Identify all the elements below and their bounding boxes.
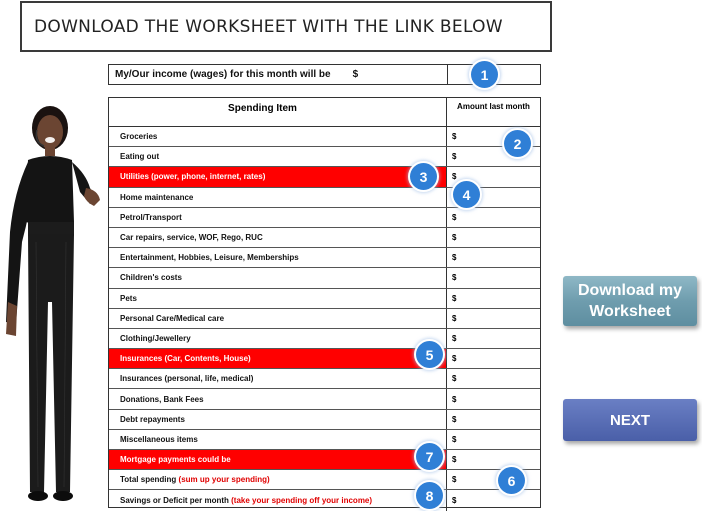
- row-label: Children's costs: [109, 268, 447, 287]
- table-row: [109, 248, 540, 268]
- page-title-banner: [20, 1, 552, 52]
- row-note: (sum up your spending): [178, 475, 270, 485]
- row-amount[interactable]: $: [452, 475, 457, 485]
- row-amount[interactable]: $: [452, 152, 457, 162]
- row-label: Debt repayments: [109, 410, 447, 429]
- hotspot-badge-7[interactable]: 7: [416, 443, 443, 470]
- presenter-figure: [0, 102, 108, 507]
- row-label: Groceries: [109, 127, 447, 146]
- row-amount[interactable]: $: [452, 495, 457, 505]
- row-amount[interactable]: $: [452, 313, 457, 323]
- row-amount[interactable]: $: [452, 374, 457, 384]
- hotspot-badge-2[interactable]: 2: [504, 130, 531, 157]
- row-amount[interactable]: $: [452, 394, 457, 404]
- table-row: [109, 289, 540, 309]
- row-label: Home maintenance: [109, 188, 447, 207]
- download-button-line2: Worksheet: [589, 303, 671, 320]
- table-row: [109, 450, 540, 470]
- row-amount[interactable]: $: [452, 172, 457, 182]
- row-label: Miscellaneous items: [109, 430, 447, 449]
- row-note: (take your spending off your income): [231, 495, 373, 505]
- row-amount[interactable]: $: [452, 273, 457, 283]
- row-label: Pets: [109, 289, 447, 308]
- row-amount[interactable]: $: [452, 455, 457, 465]
- row-label: Car repairs, service, WOF, Rego, RUC: [109, 228, 447, 247]
- col-header-item: Spending Item: [109, 98, 447, 126]
- row-label: Eating out: [109, 147, 447, 166]
- row-label: Entertainment, Hobbies, Leisure, Memberships: [109, 248, 447, 267]
- table-row: [109, 228, 540, 248]
- row-amount[interactable]: $: [452, 354, 457, 364]
- hotspot-badge-6[interactable]: 6: [498, 467, 525, 494]
- hotspot-badge-1[interactable]: 1: [471, 61, 498, 88]
- col-header-amount: Amount last month: [457, 102, 530, 111]
- table-row: [109, 430, 540, 450]
- table-row: [109, 410, 540, 430]
- download-worksheet-button[interactable]: [563, 276, 697, 326]
- hotspot-badge-8[interactable]: 8: [416, 482, 443, 509]
- row-amount[interactable]: $: [452, 132, 457, 142]
- row-amount[interactable]: $: [452, 293, 457, 303]
- row-label: Mortgage payments could be: [109, 450, 447, 469]
- row-label: Petrol/Transport: [109, 208, 447, 227]
- table-row: [109, 268, 540, 288]
- table-row: [109, 127, 540, 147]
- row-label: Personal Care/Medical care: [109, 309, 447, 328]
- income-currency: $: [352, 69, 359, 80]
- row-amount[interactable]: $: [452, 333, 457, 343]
- row-label: Clothing/Jewellery: [109, 329, 447, 348]
- row-label: Savings or Deficit per month: [120, 495, 229, 505]
- table-row: [109, 208, 540, 228]
- spending-table: [108, 97, 541, 508]
- table-row: [109, 309, 540, 329]
- row-label: Donations, Bank Fees: [109, 389, 447, 408]
- table-row: [109, 490, 540, 510]
- table-row: [109, 349, 540, 369]
- next-button[interactable]: NEXT: [563, 399, 697, 441]
- table-row: [109, 147, 540, 167]
- row-label: Utilities (power, phone, internet, rates): [109, 167, 447, 186]
- page-title: DOWNLOAD THE WORKSHEET WITH THE LINK BELOW: [34, 16, 503, 37]
- row-label: Insurances (personal, life, medical): [109, 369, 447, 388]
- table-row: [109, 369, 540, 389]
- row-label: Total spending: [120, 475, 177, 485]
- hotspot-badge-3[interactable]: 3: [410, 163, 437, 190]
- table-row: [109, 470, 540, 490]
- row-amount[interactable]: $: [452, 253, 457, 263]
- table-row: [109, 329, 540, 349]
- row-label: Insurances (Car, Contents, House): [109, 349, 447, 368]
- income-label: My/Our income (wages) for this month will be: [115, 69, 331, 80]
- table-row: [109, 389, 540, 409]
- hotspot-badge-5[interactable]: 5: [416, 341, 443, 368]
- download-button-line1: Download my: [577, 282, 682, 299]
- table-header: [109, 98, 540, 127]
- row-amount[interactable]: $: [452, 212, 457, 222]
- row-amount[interactable]: $: [452, 434, 457, 444]
- row-amount[interactable]: $: [452, 414, 457, 424]
- row-amount[interactable]: $: [452, 233, 457, 243]
- hotspot-badge-4[interactable]: 4: [453, 181, 480, 208]
